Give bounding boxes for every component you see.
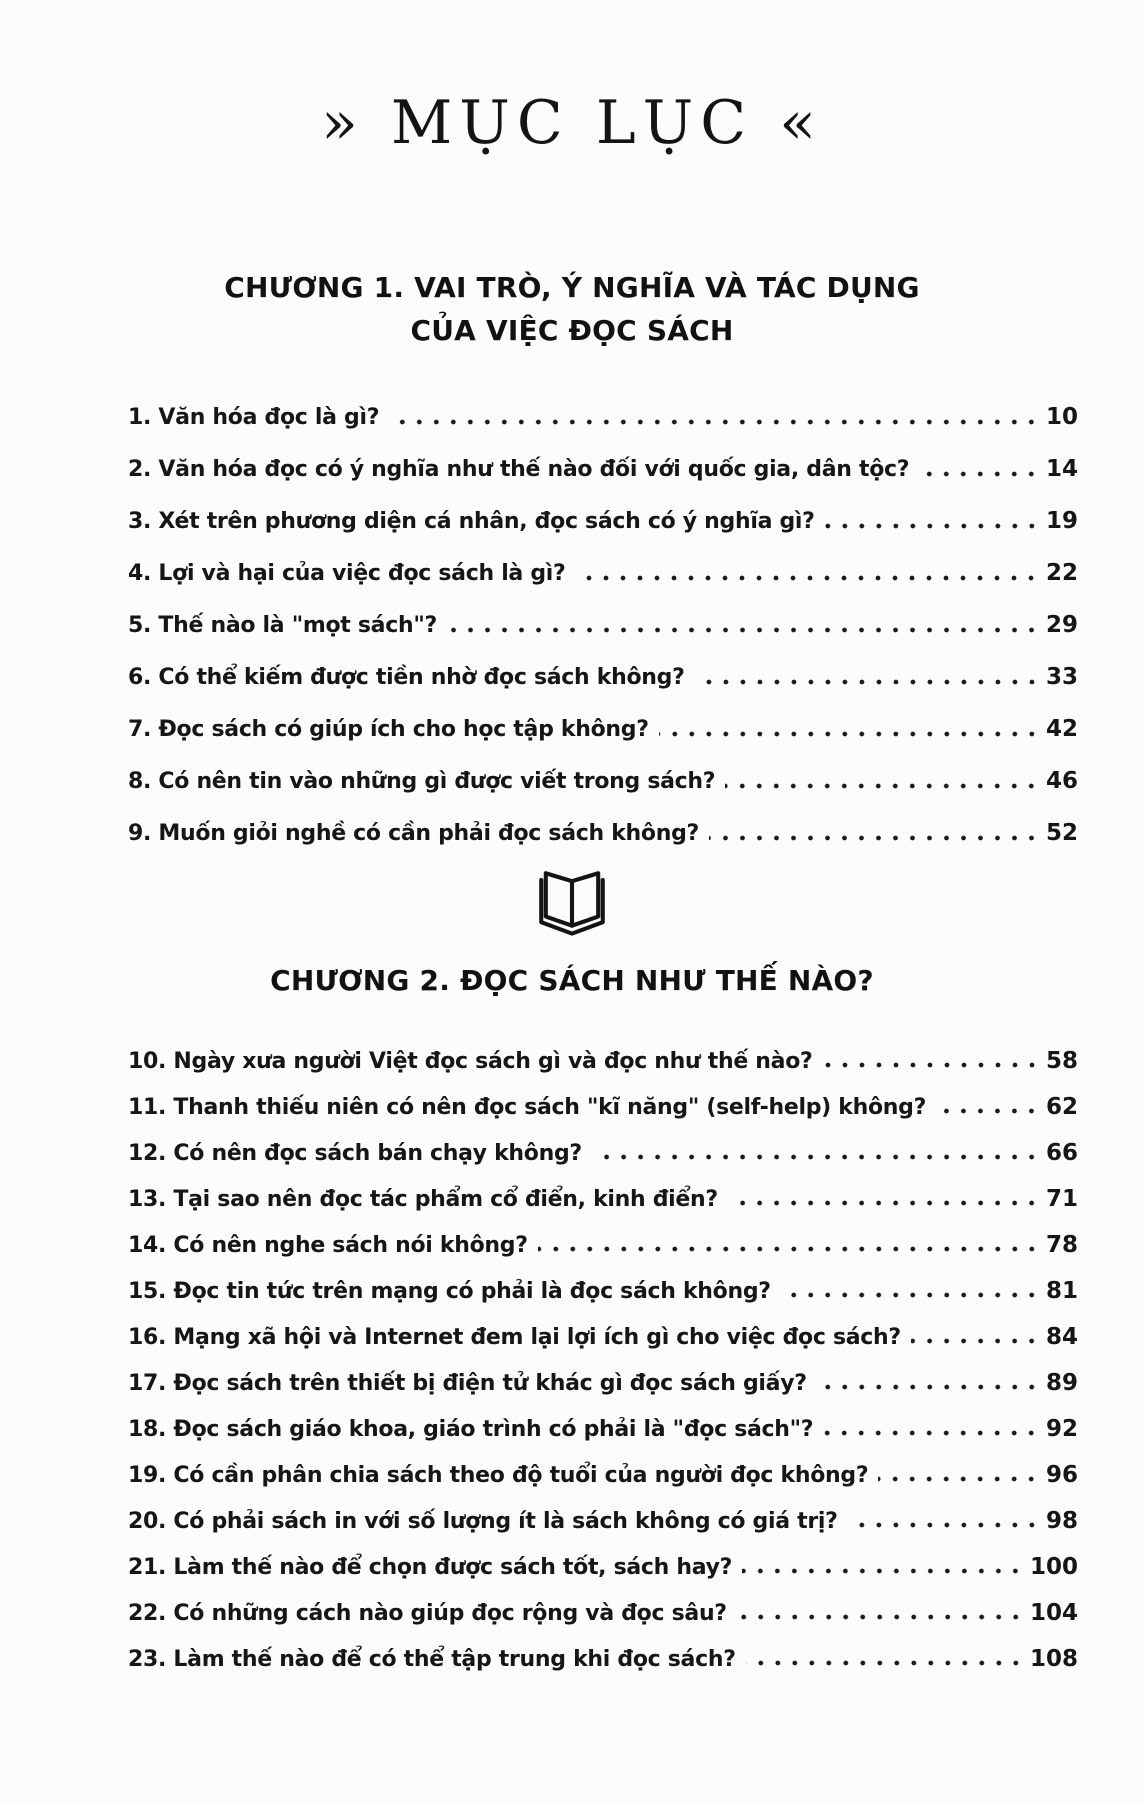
toc-entry-page: 33 xyxy=(1045,664,1078,691)
dot-leader xyxy=(389,418,1040,426)
dot-leader xyxy=(878,1475,1040,1483)
dot-leader xyxy=(781,1291,1040,1299)
dot-leader xyxy=(823,1429,1040,1437)
toc-entry-page: 98 xyxy=(1045,1507,1078,1534)
toc-entry-page: 92 xyxy=(1045,1415,1078,1442)
chapter-2-heading-line-1: CHƯƠNG 2. ĐỌC SÁCH NHƯ THẾ NÀO? xyxy=(270,963,874,997)
chapter-2-entries xyxy=(128,1028,1078,1672)
toc-entry-row xyxy=(128,1258,1078,1304)
toc-entry-row xyxy=(128,587,1078,639)
toc-entry-label: 20. Có phải sách in với số lượng ít là sách không có giá trị? xyxy=(128,1508,838,1534)
toc-entry-page: 58 xyxy=(1045,1047,1078,1074)
toc-entry-row xyxy=(128,1580,1078,1626)
toc-entry-row xyxy=(128,1166,1078,1212)
toc-entry-label: 9. Muốn giỏi nghề có cần phải đọc sách không? xyxy=(128,821,699,847)
toc-entry-row xyxy=(128,1120,1078,1166)
dot-leader xyxy=(825,522,1040,530)
toc-entry-page: 42 xyxy=(1045,716,1078,743)
toc-entry-label: 15. Đọc tin tức trên mạng có phải là đọc sách không? xyxy=(128,1278,771,1304)
toc-entry-label: 7. Đọc sách có giúp ích cho học tập không? xyxy=(128,717,649,743)
toc-entry-page: 46 xyxy=(1045,768,1078,795)
toc-entry-row xyxy=(128,1396,1078,1442)
toc-entry-row xyxy=(128,1626,1078,1672)
toc-entry-page: 100 xyxy=(1029,1553,1078,1580)
toc-entry-row xyxy=(128,483,1078,535)
toc-entry-page: 104 xyxy=(1029,1599,1078,1626)
dot-leader xyxy=(742,1567,1024,1575)
dot-leader xyxy=(695,678,1040,686)
dot-leader xyxy=(746,1659,1024,1667)
toc-entry-label: 16. Mạng xã hội và Internet đem lại lợi ích gì cho việc đọc sách? xyxy=(128,1324,901,1350)
toc-entry-label: 8. Có nên tin vào những gì được viết trong sách? xyxy=(128,769,716,795)
toc-entry-row xyxy=(128,1212,1078,1258)
dot-leader xyxy=(911,1337,1040,1345)
chapter-2-section xyxy=(128,959,1078,1672)
toc-entry-page: 96 xyxy=(1045,1461,1078,1488)
chapter-1-section xyxy=(128,266,1078,847)
toc-entry-page: 19 xyxy=(1045,508,1078,535)
toc-entry-row xyxy=(128,691,1078,743)
toc-entry-page: 81 xyxy=(1045,1277,1078,1304)
toc-entry-row xyxy=(128,1442,1078,1488)
chapter-1-heading-line-1: CHƯƠNG 1. VAI TRÒ, Ý NGHĨA VÀ TÁC DỤNG xyxy=(224,271,920,304)
toc-entry-label: 22. Có những cách nào giúp đọc rộng và đọc sâu? xyxy=(128,1600,727,1626)
toc-entry-page: 62 xyxy=(1045,1093,1078,1120)
toc-entry-page: 89 xyxy=(1045,1369,1078,1396)
dot-leader xyxy=(447,626,1040,634)
toc-entry-label: 23. Làm thế nào để có thể tập trung khi đọc sách? xyxy=(128,1646,736,1672)
dot-leader xyxy=(737,1613,1024,1621)
toc-entry-label: 10. Ngày xưa người Việt đọc sách gì và đọc như thế nào? xyxy=(128,1048,813,1074)
toc-entry-label: 18. Đọc sách giáo khoa, giáo trình có phải là "đọc sách"? xyxy=(128,1416,814,1442)
toc-entry-label: 13. Tại sao nên đọc tác phẩm cổ điển, kinh điển? xyxy=(128,1186,718,1212)
toc-entry-label: 12. Có nên đọc sách bán chạy không? xyxy=(128,1140,582,1166)
toc-entry-row xyxy=(128,379,1078,431)
chapter-2-heading xyxy=(128,959,1016,1002)
toc-entry-label: 4. Lợi và hại của việc đọc sách là gì? xyxy=(128,561,566,587)
toc-entry-row xyxy=(128,1488,1078,1534)
toc-entry-row xyxy=(128,1304,1078,1350)
toc-entry-row xyxy=(128,743,1078,795)
page-title: » MỤC LỤC « xyxy=(321,88,823,158)
toc-entry-page: 84 xyxy=(1045,1323,1078,1350)
dot-leader xyxy=(817,1383,1040,1391)
dot-leader xyxy=(728,1199,1040,1207)
toc-entry-label: 6. Có thể kiếm được tiền nhờ đọc sách không? xyxy=(128,665,685,691)
open-book-icon xyxy=(531,867,613,941)
toc-entry-page: 66 xyxy=(1045,1139,1078,1166)
dot-leader xyxy=(538,1245,1040,1253)
toc-entry-label: 5. Thế nào là "mọt sách"? xyxy=(128,613,437,639)
toc-entry-label: 19. Có cần phân chia sách theo độ tuổi của người đọc không? xyxy=(128,1462,869,1488)
toc-entry-label: 21. Làm thế nào để chọn được sách tốt, sách hay? xyxy=(128,1554,733,1580)
toc-entry-row xyxy=(128,1074,1078,1120)
toc-entry-page: 52 xyxy=(1045,820,1078,847)
toc-entry-label: 17. Đọc sách trên thiết bị điện tử khác gì đọc sách giấy? xyxy=(128,1370,807,1396)
toc-entry-page: 10 xyxy=(1045,404,1078,431)
toc-entry-row xyxy=(128,431,1078,483)
dot-leader xyxy=(725,782,1040,790)
dot-leader xyxy=(823,1061,1040,1069)
dot-leader xyxy=(592,1153,1040,1161)
toc-entry-page: 29 xyxy=(1045,612,1078,639)
toc-entry-page: 14 xyxy=(1045,456,1078,483)
toc-entry-label: 11. Thanh thiếu niên có nên đọc sách "kĩ năng" (self-help) không? xyxy=(128,1094,927,1120)
toc-entry-row xyxy=(128,1028,1078,1074)
dot-leader xyxy=(659,730,1040,738)
toc-entry-label: 1. Văn hóa đọc là gì? xyxy=(128,405,380,431)
section-divider xyxy=(128,867,1016,945)
chapter-1-entries xyxy=(128,379,1078,847)
toc-entry-page: 71 xyxy=(1045,1185,1078,1212)
chapter-1-heading xyxy=(128,266,1016,353)
dot-leader xyxy=(575,574,1040,582)
chapter-1-heading-line-2: CỦA VIỆC ĐỌC SÁCH xyxy=(410,314,734,348)
dot-leader xyxy=(919,470,1040,478)
toc-entry-row xyxy=(128,1350,1078,1396)
toc-entry-row xyxy=(128,535,1078,587)
toc-entry-page: 108 xyxy=(1029,1645,1078,1672)
dot-leader xyxy=(936,1107,1040,1115)
toc-entry-page: 78 xyxy=(1045,1231,1078,1258)
toc-entry-row xyxy=(128,639,1078,691)
toc-entry-label: 3. Xét trên phương diện cá nhân, đọc sách có ý nghĩa gì? xyxy=(128,509,815,535)
toc-entry-label: 2. Văn hóa đọc có ý nghĩa như thế nào đối với quốc gia, dân tộc? xyxy=(128,457,910,483)
toc-entry-page: 22 xyxy=(1045,560,1078,587)
toc-entry-row xyxy=(128,795,1078,847)
toc-entry-row xyxy=(128,1534,1078,1580)
dot-leader xyxy=(848,1521,1040,1529)
dot-leader xyxy=(709,834,1040,842)
toc-entry-label: 14. Có nên nghe sách nói không? xyxy=(128,1232,528,1258)
